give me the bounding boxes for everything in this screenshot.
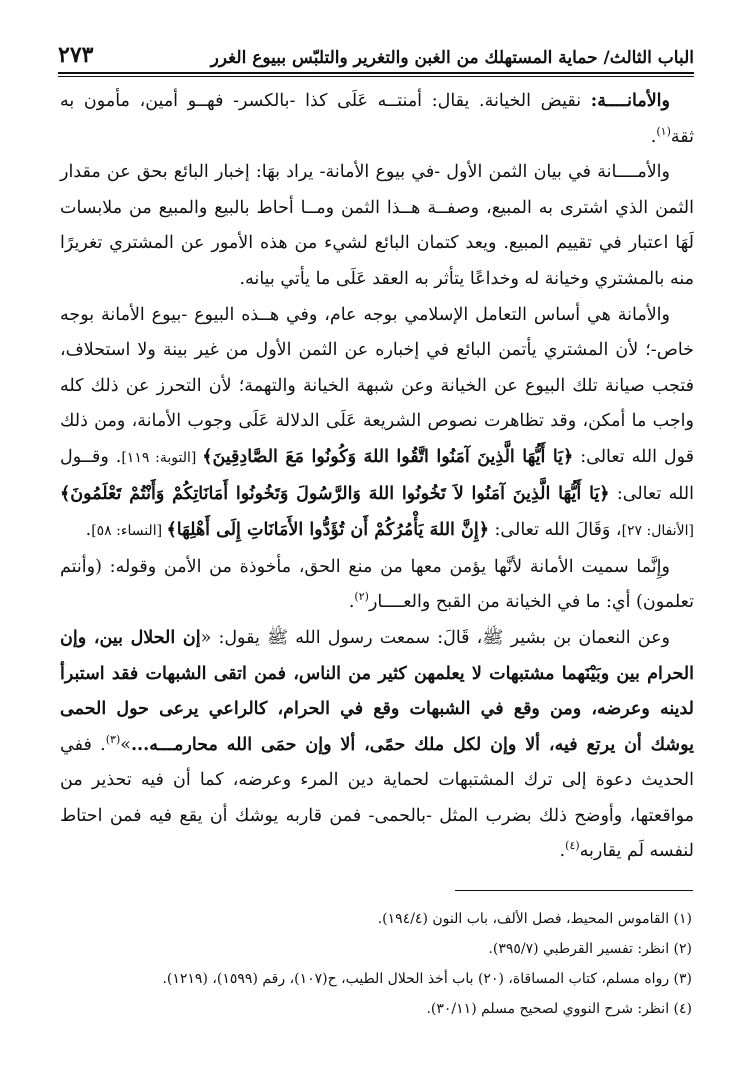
paragraph-hadith bbox=[60, 621, 694, 870]
paragraph-text: والأمــــانة في بيان الثمن الأول -في بيوع الأمانة- يراد بهَا: إخبار البائع بحق عن مقدار الثمن الذي اشترى به المبيع، وصفــة هــذا الثمن ومــا أحاط بالبيع والمبيع من ملابسات لَهَا اعتبار في تقييم المبيع. ويعد كتمان البائع لشيء من هذه الأمور عن المشتري تغريرًا منه بالمشتري وخيانة له وخداعًا يتأثر به العقد عَلَى ما يأتي بيانه. bbox=[60, 162, 694, 289]
paragraph-text: وعن النعمان بن بشير ﷺ، قَالَ: سمعت رسول الله ﷺ يقول: « bbox=[200, 627, 670, 648]
paragraph-text: ، وَقَالَ الله تعالى: bbox=[488, 520, 622, 541]
paragraph-end: . bbox=[650, 126, 657, 147]
footnote-1: (١) القاموس المحيط، فصل الألف، باب النون (١٩٤/٤). bbox=[377, 911, 692, 927]
footnote-4: (٤) انظر: شرح النووي لصحيح مسلم (٣٠/١١). bbox=[426, 1001, 692, 1017]
body-text bbox=[60, 84, 694, 870]
paragraph-end: . bbox=[348, 592, 355, 613]
verse-ref-anfal: [الأنفال: ٢٧] bbox=[621, 523, 694, 540]
paragraph-text: وإِنَّما سميت الأمانة لأنَّها يؤمن معها من منع الحق، مأخوذة من الأمن وقوله: (وأنتم تعلمون) أي: ما في الخيانة من القبح والعــــار bbox=[60, 556, 694, 613]
term-amana: والأمانــــة: bbox=[590, 91, 670, 111]
quran-verse-anfal: ﴿يَا أَيُّهَا الَّذِينَ آمَنُوا لاَ تَخُونُوا اللهَ وَالرَّسُولَ وَتَخُونُوا أَمَانَاتِكُمْ وَأَنْتُمْ تَعْلَمُونَ﴾ bbox=[60, 483, 610, 504]
paragraph-amana-definition bbox=[60, 84, 694, 155]
quote-close: » bbox=[120, 734, 131, 755]
footnote-3: (٣) رواه مسلم، كتاب المساقاة، (٢٠) باب أخذ الحلال الطيب، ح(١٠٧)، رقم (١٥٩٩)، (١٢١٩). bbox=[162, 971, 692, 987]
footnote-ref-1[interactable]: (١) bbox=[656, 124, 671, 138]
footnotes bbox=[60, 904, 692, 1024]
paragraph-amana-foundation bbox=[60, 298, 694, 550]
footnote-ref-4[interactable]: (٤) bbox=[565, 839, 580, 853]
footnote-divider bbox=[455, 890, 693, 891]
footnote-ref-2[interactable]: (٢) bbox=[354, 590, 369, 604]
paragraph-text: . ففي الحديث دعوة إلى ترك المشتبهات لحماية دين المرء وعرضه، كما أن فيه تحذير من مواقعتها، وأوضح ذلك بضرب المثل -بالحمى- فمن قاربه يوشك أن يقع فيه فمن احتاط لنفسه لَم يقاربه bbox=[60, 734, 694, 862]
paragraph-text: نقيض الخيانة. يقال: أمنتــه عَلَى كذا -بالكسر- فهــو أمين، مأمون به ثقة bbox=[60, 91, 694, 147]
paragraph-end: . bbox=[85, 520, 92, 541]
paragraph-text: والأمانة هي أساس التعامل الإسلامي بوجه عام، وفي هــذه البيوع -بيوع الأمانة بوجه خاص-؛ لأن المشتري يأتمن البائع في إخباره عن الثمن الأول من غير بينة ولا استحلاف، فتجب صيانة تلك البيوع عن الخيانة وعن شبهة الخيانة والتهمة؛ لأن التحرز عن ذلك كله واجب ما أمكن، وقد تظاهرت نصوص الشريعة عَلَى الدلالة عَلَى وجوب الأمانة، ومن ذلك قول الله تعالى: bbox=[60, 304, 695, 467]
paragraph-amana-in-price bbox=[60, 155, 694, 297]
header-rule-thin bbox=[58, 76, 694, 77]
running-header bbox=[58, 38, 694, 68]
quran-verse-tawba: ﴿يَا أَيُّهَا الَّذِينَ آمَنُوا اتَّقُوا اللهَ وَكُونُوا مَعَ الصَّادِقِينَ﴾ bbox=[202, 446, 574, 467]
chapter-title: الباب الثالث/ حماية المستهلك من الغبن والتغرير والتلبّس ببيوع الغرر bbox=[210, 48, 694, 68]
paragraph-end: . bbox=[559, 841, 566, 862]
footnote-ref-3[interactable]: (٣) bbox=[105, 732, 121, 746]
verse-ref-nisa: [النساء: ٥٨] bbox=[91, 523, 167, 540]
footnote-2: (٢) انظر: تفسير القرطبي (٣٩٥/٧). bbox=[488, 941, 692, 957]
hadith-text: إن الحلال بين، وإن الحرام بين وبَيْنَهما مشتبهات لا يعلمهن كثير من الناس، فمن اتقى الشبهات فقد استبرأ لدينه وعرضه، ومن وقع في الشبهات وقع في الحرام، كالراعي يرعى حول الحمى يوشك أن يرتع فيه، ألا وإن لكل ملك حمًى، ألا وإن حمَى الله محارمـــه... bbox=[60, 627, 694, 755]
header-rule-thick bbox=[58, 72, 694, 74]
paragraph-text: . وقــول الله تعالى: bbox=[60, 446, 694, 504]
paragraph-amana-naming bbox=[60, 550, 694, 621]
page-number: ٢٧٣ bbox=[58, 42, 94, 68]
verse-ref-tawba: [التوبة: ١١٩] bbox=[121, 449, 203, 466]
quran-verse-nisa: ﴿إِنَّ اللهَ يَأْمُرُكُمْ أَن تُؤَدُّوا الأَمَانَاتِ إِلَى أَهْلِهَا﴾ bbox=[166, 520, 489, 541]
